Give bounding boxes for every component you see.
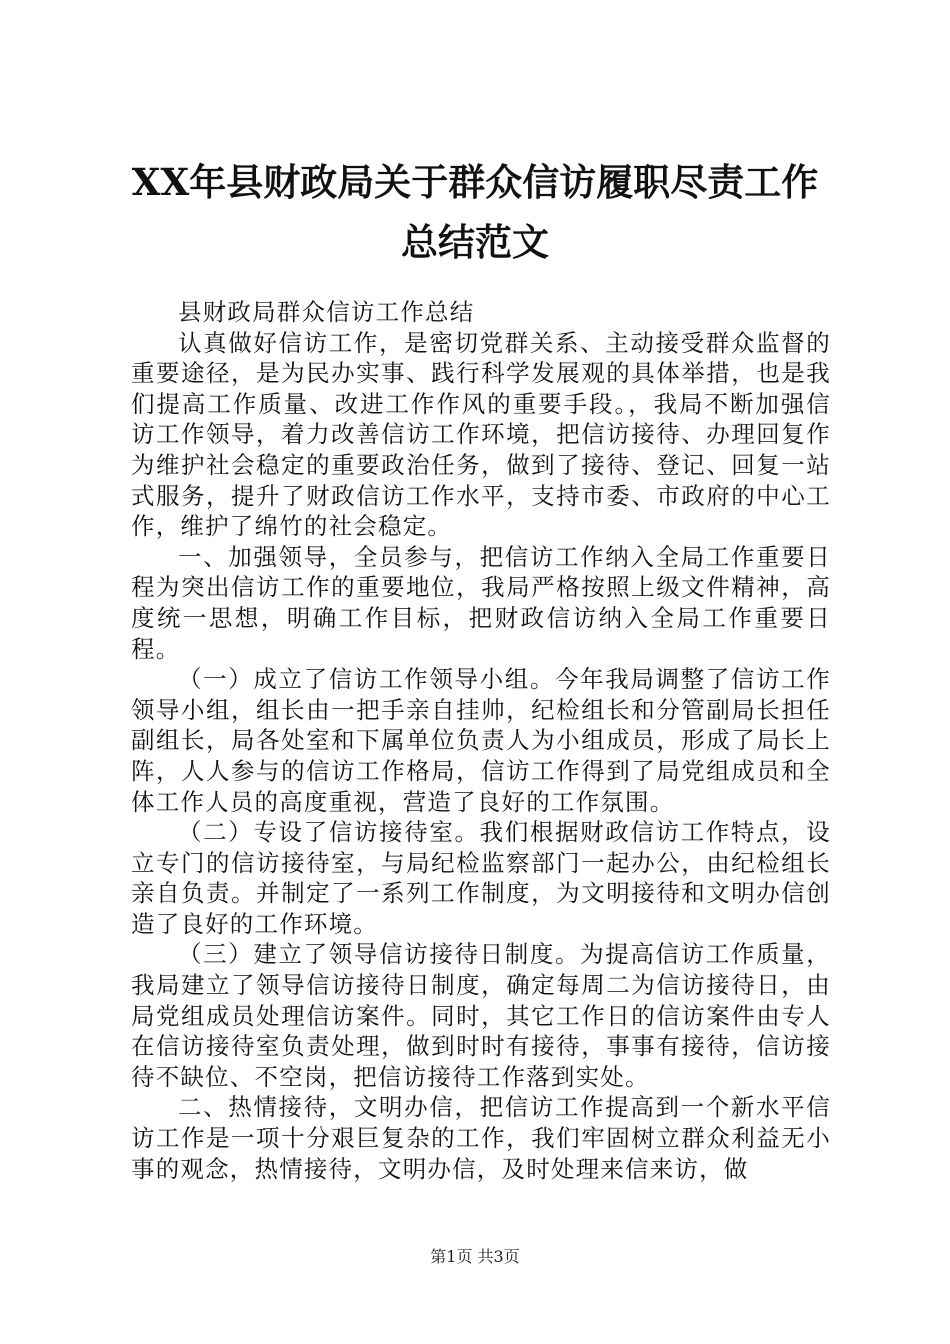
paragraph-intro: 认真做好信访工作，是密切党群关系、主动接受群众监督的重要途径，是为民办实事、践行科学发展观的具体举措，也是我们提高工作质量、改进工作作风的重要手段。，我局不断加强信访工作领导，着力改善信访工作环境，把信访接待、办理回复作为维护社会稳定的重要政治任务，做到了接待、登记、回复一站式服务，提升了财政信访工作水平，支持市委、市政府的中心工作，维护了绵竹的社会稳定。 — [131, 328, 831, 541]
document-title: XX年县财政局关于群众信访履职尽责工作总结范文 — [131, 160, 819, 264]
paragraph-section-2: 二、热情接待，文明办信，把信访工作提高到一个新水平信访工作是一项十分艰巨复杂的工作，我们牢固树立群众利益无小事的观念，热情接待，文明办信，及时处理来信来访，做 — [131, 1093, 831, 1183]
paragraph-item-2: （二）专设了信访接待室。我们根据财政信访工作特点，设立专门的信访接待室，与局纪检监察部门一起办公，由纪检组长亲自负责。并制定了一系列工作制度，为文明接待和文明办信创造了良好的工作环境。 — [131, 818, 831, 938]
page-footer: 第1页 共3页 — [430, 1247, 520, 1266]
paragraph-subtitle: 县财政局群众信访工作总结 — [178, 298, 475, 326]
paragraph-section-1: 一、加强领导，全员参与，把信访工作纳入全局工作重要日程为突出信访工作的重要地位，我局严格按照上级文件精神，高度统一思想，明确工作目标，把财政信访纳入全局工作重要日程。 — [131, 542, 831, 663]
paragraph-item-1: （一）成立了信访工作领导小组。今年我局调整了信访工作领导小组，组长由一把手亲自挂帅，纪检组长和分管副局长担任副组长，局各处室和下属单位负责人为小组成员，形成了局长上阵，人人参与的信访工作格局，信访工作得到了局党组成员和全体工作人员的高度重视，营造了良好的工作氛围。 — [131, 665, 831, 816]
document-body — [131, 297, 831, 1184]
paragraph-item-3: （三）建立了领导信访接待日制度。为提高信访工作质量，我局建立了领导信访接待日制度，确定每周二为信访接待日，由局党组成员处理信访案件。同时，其它工作日的信访案件由专人在信访接待室负责处理，做到时时有接待，事事有接待，信访接待不缺位、不空岗，把信访接待工作落到实处。 — [131, 940, 831, 1091]
